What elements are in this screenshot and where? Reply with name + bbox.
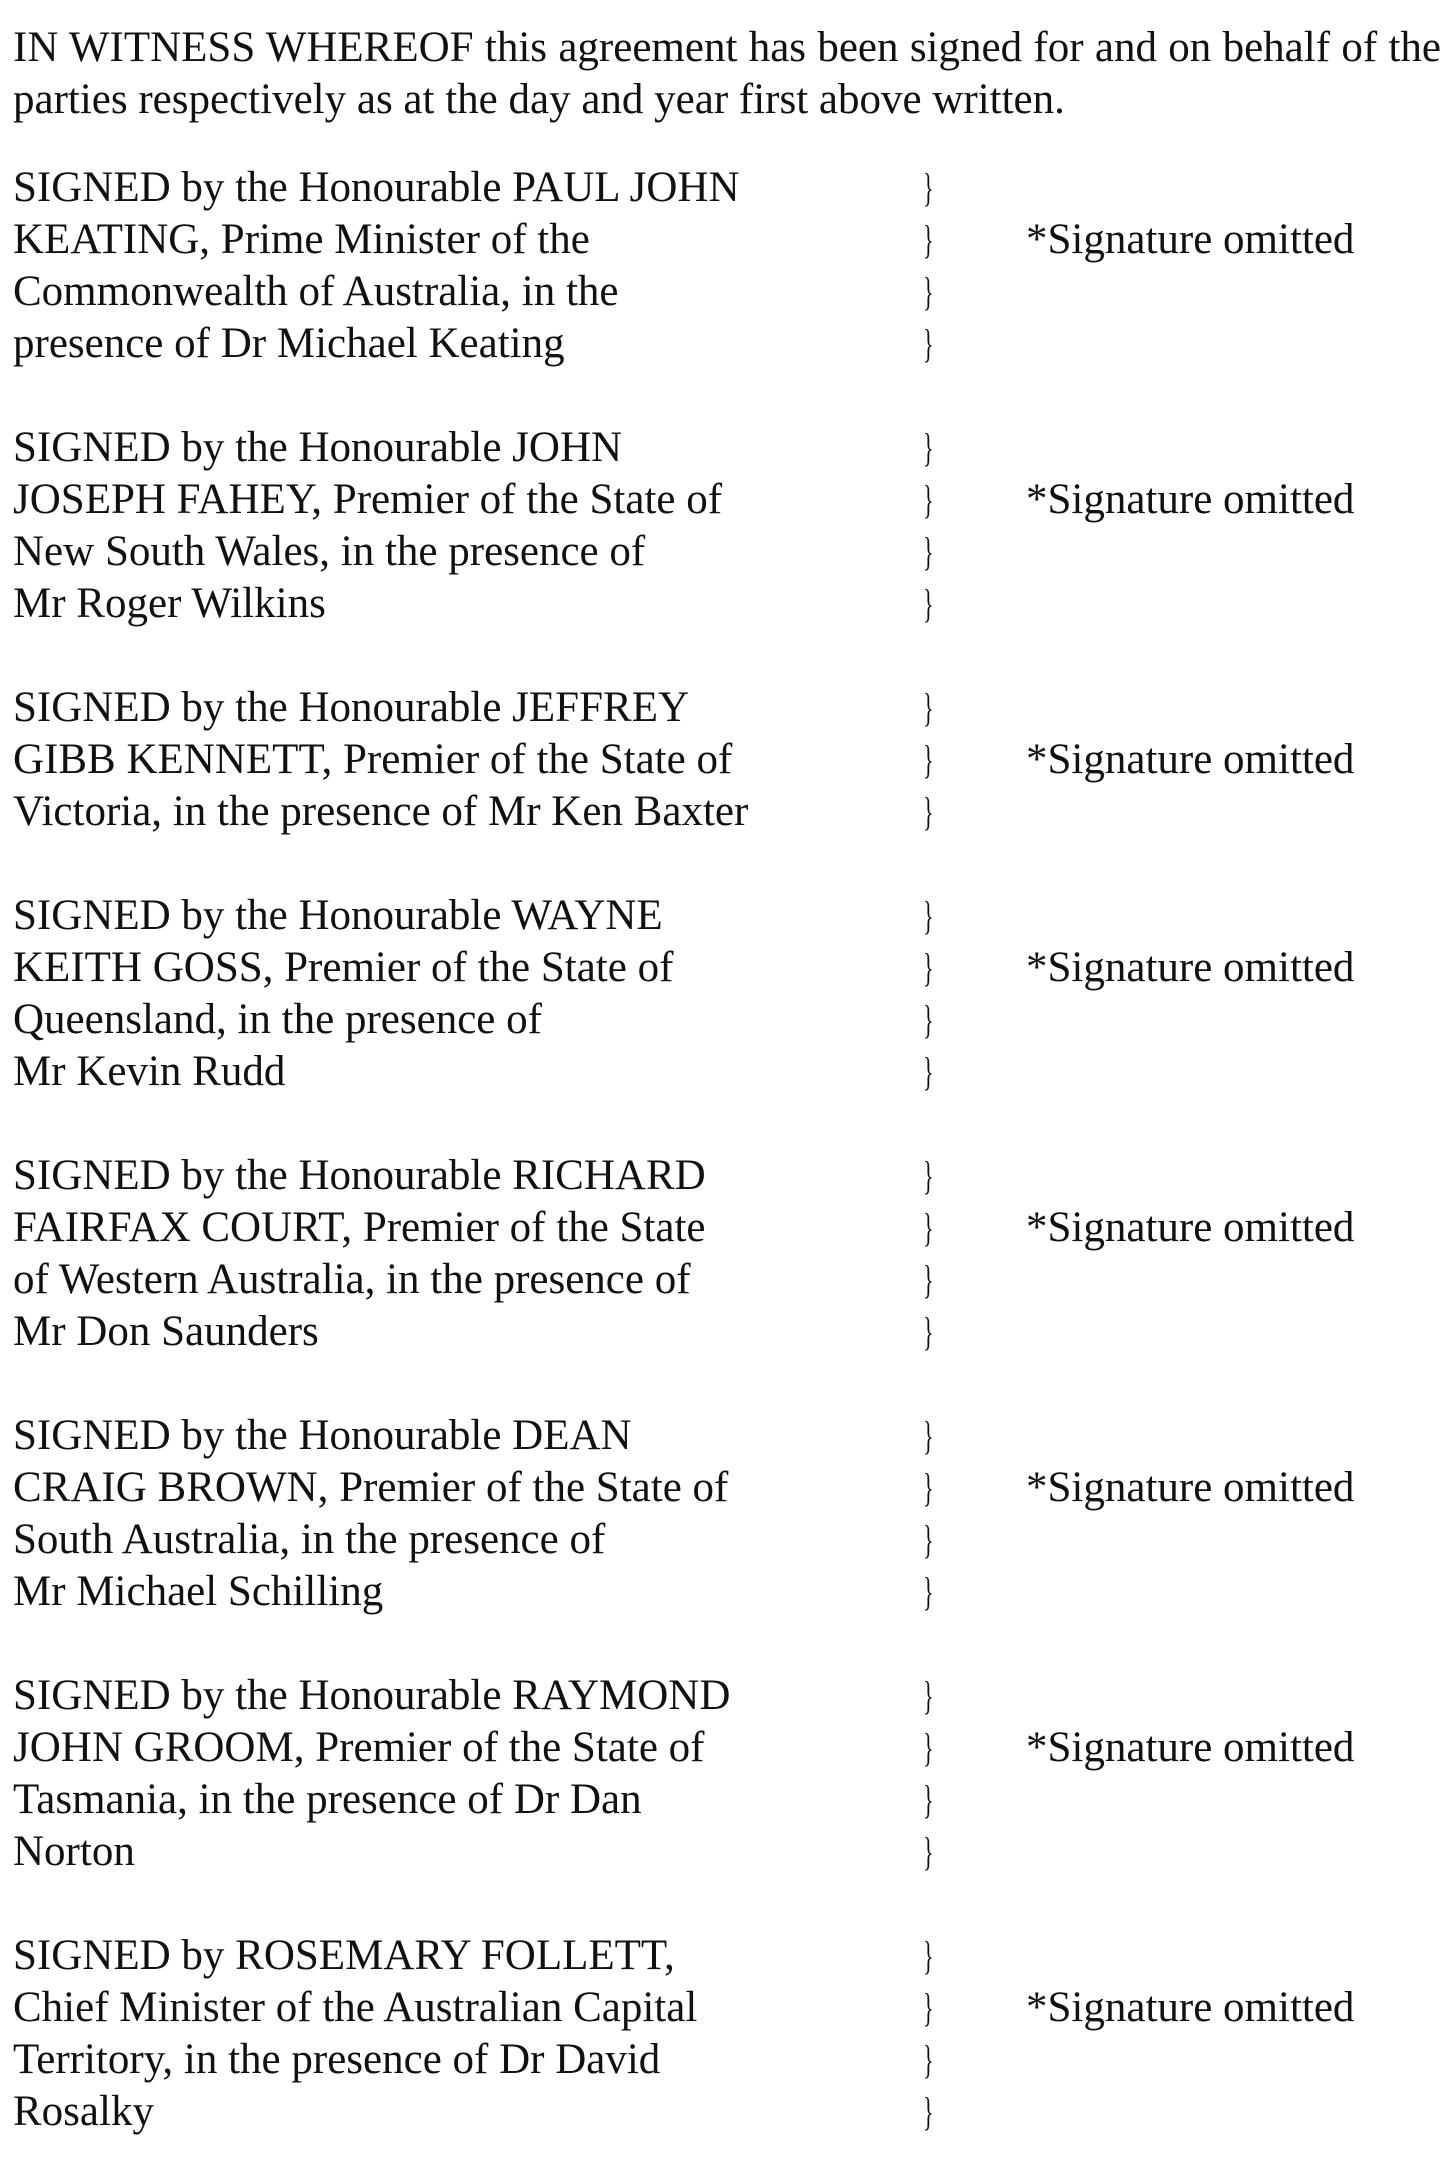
signatory-line: KEITH GOSS, Premier of the State of <box>13 944 674 991</box>
brace-glyph: } <box>923 269 934 314</box>
brace-glyph: } <box>923 581 934 626</box>
signatory-line: Mr Kevin Rudd <box>13 1048 286 1095</box>
brace-glyph: } <box>923 2037 934 2082</box>
brace-glyph: } <box>923 1517 934 1562</box>
signatory-description <box>13 890 873 1098</box>
brace-glyph: } <box>923 1465 934 1510</box>
brace-glyph: } <box>923 1933 934 1978</box>
signatory-description <box>13 162 873 370</box>
signatory-line: Mr Michael Schilling <box>13 1568 384 1615</box>
brace-glyph: } <box>923 997 934 1042</box>
signatory-description <box>13 682 873 838</box>
brace-glyph: } <box>923 893 934 938</box>
signatory-line: SIGNED by the Honourable RAYMOND <box>13 1672 731 1719</box>
signatory-line: New South Wales, in the presence of <box>13 528 646 575</box>
brace-column <box>923 162 936 370</box>
signature-omitted-note: *Signature omitted <box>1026 944 1355 991</box>
signature-omitted-note: *Signature omitted <box>1026 1204 1355 1251</box>
brace-glyph: } <box>923 685 934 730</box>
signatory-line: Commonwealth of Australia, in the <box>13 268 619 315</box>
signature-omitted-note: *Signature omitted <box>1026 1984 1355 2031</box>
signatory-line: Victoria, in the presence of Mr Ken Baxter <box>13 788 749 835</box>
signatory-line: JOHN GROOM, Premier of the State of <box>13 1724 705 1771</box>
signature-omitted-note: *Signature omitted <box>1026 1464 1355 1511</box>
brace-column <box>923 890 936 1098</box>
brace-glyph: } <box>923 321 934 366</box>
brace-glyph: } <box>923 1777 934 1822</box>
brace-glyph: } <box>923 1725 934 1770</box>
signatory-line: SIGNED by ROSEMARY FOLLETT, <box>13 1932 675 1979</box>
signatory-description <box>13 1670 873 1878</box>
signatory-line: SIGNED by the Honourable JEFFREY <box>13 684 690 731</box>
signature-omitted-note: *Signature omitted <box>1026 476 1355 523</box>
signatory-line: Tasmania, in the presence of Dr Dan <box>13 1776 642 1823</box>
signatory-line: of Western Australia, in the presence of <box>13 1256 691 1303</box>
brace-glyph: } <box>923 1569 934 1614</box>
brace-glyph: } <box>923 1257 934 1302</box>
brace-glyph: } <box>923 1829 934 1874</box>
brace-glyph: } <box>923 2089 934 2134</box>
brace-glyph: } <box>923 1413 934 1458</box>
brace-glyph: } <box>923 945 934 990</box>
signatory-line: SIGNED by the Honourable PAUL JOHN <box>13 164 740 211</box>
signature-omitted-note: *Signature omitted <box>1026 216 1355 263</box>
signatory-line: Mr Roger Wilkins <box>13 580 326 627</box>
brace-glyph: } <box>923 217 934 262</box>
signatory-line: GIBB KENNETT, Premier of the State of <box>13 736 733 783</box>
signatory-description <box>13 1150 873 1358</box>
brace-glyph: } <box>923 529 934 574</box>
brace-glyph: } <box>923 1049 934 1094</box>
signatory-description <box>13 1930 873 2138</box>
brace-glyph: } <box>923 1673 934 1718</box>
brace-glyph: } <box>923 477 934 522</box>
brace-glyph: } <box>923 1153 934 1198</box>
signatory-line: Mr Don Saunders <box>13 1308 319 1355</box>
signatory-line: CRAIG BROWN, Premier of the State of <box>13 1464 729 1511</box>
signatory-line: SIGNED by the Honourable JOHN <box>13 424 623 471</box>
signatory-description <box>13 1410 873 1618</box>
brace-glyph: } <box>923 165 934 210</box>
signatory-line: KEATING, Prime Minister of the <box>13 216 590 263</box>
signatory-line: Queensland, in the presence of <box>13 996 542 1043</box>
signatory-line: presence of Dr Michael Keating <box>13 320 565 367</box>
brace-column <box>923 1410 936 1618</box>
witness-clause: IN WITNESS WHEREOF this agreement has been signed for and on behalf of the parties respectively as at the day and year first above written. <box>13 24 1441 123</box>
signatory-line: SIGNED by the Honourable RICHARD <box>13 1152 706 1199</box>
brace-glyph: } <box>923 1985 934 2030</box>
signature-omitted-note: *Signature omitted <box>1026 1724 1355 1771</box>
signatory-line: Chief Minister of the Australian Capital <box>13 1984 698 2031</box>
signatory-line: Territory, in the presence of Dr David <box>13 2036 661 2083</box>
brace-glyph: } <box>923 737 934 782</box>
signatory-line: SIGNED by the Honourable WAYNE <box>13 892 663 939</box>
signatory-line: Rosalky <box>13 2088 154 2135</box>
brace-column <box>923 1670 936 1878</box>
signatory-line: Norton <box>13 1828 135 1875</box>
signatory-line: JOSEPH FAHEY, Premier of the State of <box>13 476 723 523</box>
brace-glyph: } <box>923 1205 934 1250</box>
brace-column <box>923 682 936 838</box>
signatory-description <box>13 422 873 630</box>
signature-omitted-note: *Signature omitted <box>1026 736 1355 783</box>
brace-column <box>923 1930 936 2138</box>
signatory-line: South Australia, in the presence of <box>13 1516 606 1563</box>
brace-column <box>923 422 936 630</box>
brace-glyph: } <box>923 1309 934 1354</box>
brace-glyph: } <box>923 789 934 834</box>
signatory-line: FAIRFAX COURT, Premier of the State <box>13 1204 706 1251</box>
signatory-line: SIGNED by the Honourable DEAN <box>13 1412 632 1459</box>
brace-glyph: } <box>923 425 934 470</box>
brace-column <box>923 1150 936 1358</box>
